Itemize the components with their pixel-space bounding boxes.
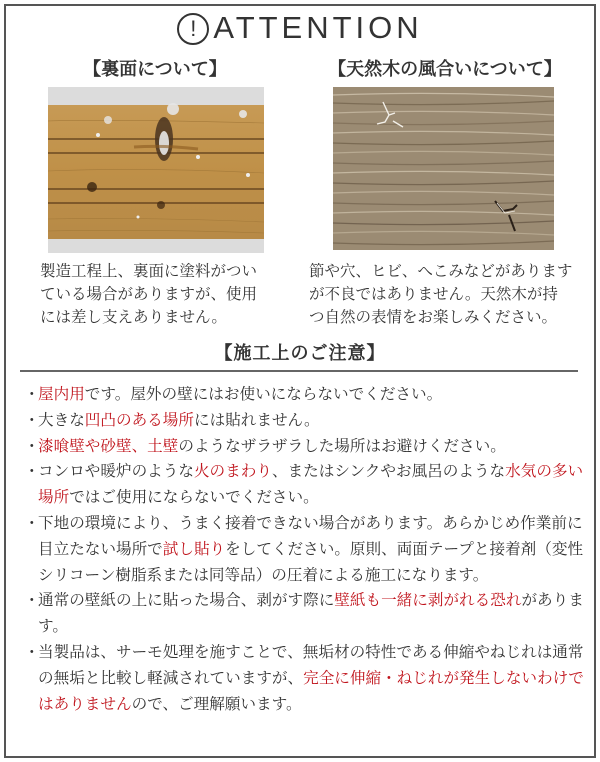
note-text: ので、ご理解願います。 <box>131 694 302 713</box>
note-emphasis: 凹凸のある場所 <box>84 410 194 429</box>
exclamation-circle-icon: ! <box>177 13 209 45</box>
note-text: 下地の環境により、うまく接着できない場合があります。あらかじめ作業前に目立たない場所で <box>38 513 583 558</box>
caption-line: ている場合がありますが、使用 <box>40 285 258 303</box>
note-text: があります。 <box>38 591 584 636</box>
note-text: です。屋外の壁にはお使いにならないでください。 <box>84 385 443 403</box>
note-emphasis: 壁紙も一緒に剥がれる恐れ <box>334 591 522 610</box>
note-item <box>24 640 584 717</box>
caption-line: つ自然の表情をお楽しみください。 <box>309 308 558 326</box>
note-emphasis: 屋内用 <box>38 385 85 403</box>
note-text: 大きな <box>38 410 85 429</box>
caption-line: 節や穴、ヒビ、へこみなどがあります <box>309 262 573 280</box>
back-side-heading: 【裏面について】 <box>83 59 227 80</box>
attention-title <box>0 10 600 46</box>
note-text: のようなザラザラした場所はお避けください。 <box>178 436 506 455</box>
section-divider <box>20 370 578 372</box>
caption-line: 製造工程上、裏面に塗料がつい <box>40 262 258 280</box>
bullet-icon: ・ <box>24 436 40 455</box>
natural-wood-caption <box>309 260 589 329</box>
note-emphasis: 漆喰壁や砂壁、土壁 <box>38 436 179 455</box>
note-emphasis: 火のまわり <box>193 462 272 481</box>
wood-back-photo-image <box>48 87 264 253</box>
wood-back-photo <box>48 87 264 253</box>
bullet-icon: ・ <box>24 642 40 661</box>
note-item <box>24 408 584 434</box>
back-side-caption <box>40 260 290 329</box>
natural-wood-heading: 【天然木の風合いについて】 <box>328 59 562 80</box>
note-item <box>24 511 584 588</box>
natural-wood-texture-image <box>333 87 554 250</box>
bullet-icon: ・ <box>24 513 40 532</box>
note-text: 通常の壁紙の上に貼った場合、剥がす際に <box>38 591 335 610</box>
title-text: ATTENTION <box>213 10 423 45</box>
note-emphasis: 試し貼り <box>162 539 226 558</box>
bullet-icon: ・ <box>24 462 40 481</box>
caption-line: には差し支えありません。 <box>40 308 227 326</box>
note-item <box>24 434 584 460</box>
note-emphasis: 水気の多い場所 <box>38 462 584 507</box>
note-item <box>24 588 584 640</box>
note-text: 当製品は、サーモ処理を施すことで、無垢材の特性である伸縮やねじれは通常の無垢と比較し軽減されていますが、 <box>38 642 584 687</box>
caption-line: が不良ではありません。天然木が持 <box>309 285 558 303</box>
installation-notes-heading: 【施工上のご注意】 <box>214 343 386 364</box>
note-item <box>24 459 584 511</box>
note-text: をしてください。原則、両面テープと接着剤（変性シリコーン樹脂系または同等品）の圧着による施工になります。 <box>38 539 584 584</box>
installation-notes-list <box>24 382 584 717</box>
note-text: ではご使用にならないでください。 <box>69 488 319 507</box>
bullet-icon: ・ <box>24 410 40 429</box>
bullet-icon: ・ <box>24 385 40 403</box>
bullet-icon: ・ <box>24 591 40 610</box>
note-item <box>24 382 584 408</box>
natural-wood-texture-photo <box>333 87 554 250</box>
note-text: 、またはシンクやお風呂のような <box>271 462 506 481</box>
note-text: には貼れません。 <box>193 410 320 429</box>
note-emphasis: 完全に伸縮・ねじれが発生しないわけではありません <box>38 668 584 713</box>
note-text: コンロや暖炉のような <box>38 462 194 481</box>
